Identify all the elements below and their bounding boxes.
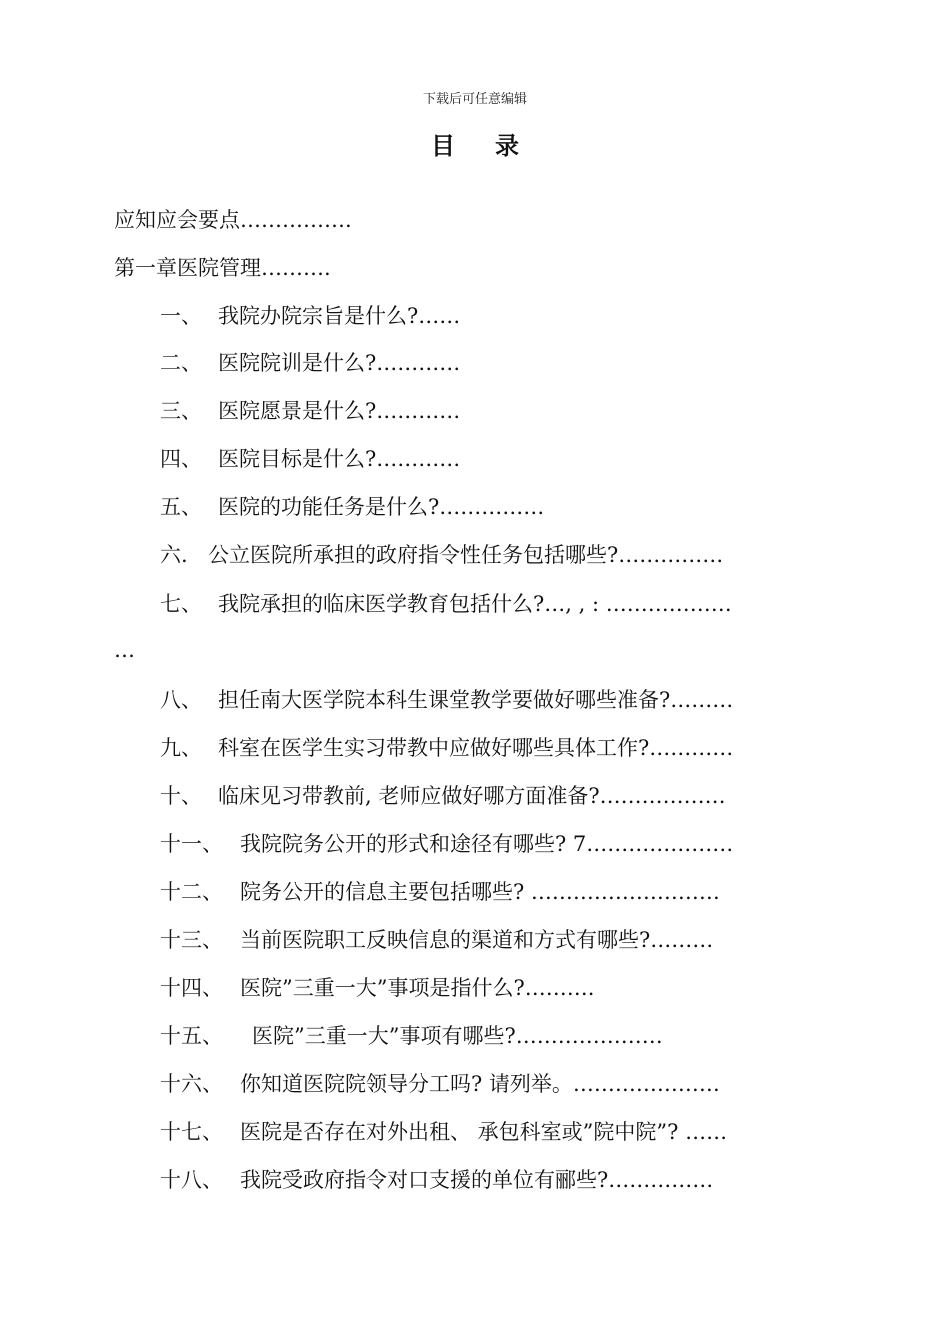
toc-entry-text: 我院受政府指令对口支援的单位有郦些?…………… (240, 1168, 714, 1192)
toc-entry-7-continuation (114, 636, 135, 664)
toc-entry-text: 公立医院所承担的政府指令性任务包括哪些?…………… (208, 543, 724, 567)
toc-entry-text: 院务公开的信息主要包括哪些? ……………………… (240, 880, 720, 904)
toc-entry-text: … (114, 638, 135, 662)
toc-entry-3[interactable] (160, 397, 460, 425)
toc-entry-text: 担任南大医学院本科生课堂教学要做好哪些准备?……… (218, 688, 734, 712)
toc-entry-5[interactable] (160, 493, 544, 521)
toc-entry-text: 应知应会要点……………. (114, 208, 352, 232)
toc-entry-number: 二、 (160, 351, 202, 375)
toc-entry-text: 我院院务公开的形式和途径有哪些? 7………………… (240, 832, 734, 856)
toc-entry-17[interactable] (160, 1118, 727, 1146)
toc-entry-16[interactable] (160, 1070, 720, 1098)
toc-entry-number: 八、 (160, 688, 202, 712)
toc-entry-number: 五、 (160, 495, 202, 519)
toc-entry-number: 七、 (160, 592, 202, 616)
toc-entry-2[interactable] (160, 349, 460, 377)
toc-entry-number: 十六、 (160, 1072, 223, 1096)
toc-entry-text: 医院”三重一大”事项有哪些?………………… (252, 1024, 663, 1048)
toc-entry-text: 你知道医院院领导分工吗? 请列举。………………… (240, 1072, 720, 1096)
toc-entry-14[interactable] (160, 974, 594, 1002)
toc-entry-number: 十一、 (160, 832, 223, 856)
toc-entry-number: 三、 (160, 399, 202, 423)
toc-entry-7[interactable] (160, 590, 732, 618)
toc-entry-chapter-1[interactable] (114, 254, 331, 282)
toc-entry-10[interactable] (160, 782, 726, 810)
toc-entry-number: 十二、 (160, 880, 223, 904)
toc-entry-text: 我院办院宗旨是什么?…… (218, 304, 461, 328)
toc-entry-number: 十、 (160, 784, 202, 808)
toc-entry-number: 九、 (160, 736, 202, 760)
toc-entry-18[interactable] (160, 1166, 713, 1194)
toc-entry-text: 医院的功能任务是什么?…………… (218, 495, 545, 519)
toc-entry-4[interactable] (160, 445, 460, 473)
toc-entry-number: 十三、 (160, 928, 223, 952)
toc-entry-9[interactable] (160, 734, 733, 762)
toc-entry-text: 第一章医院管理………. (114, 256, 331, 280)
toc-entry-text: 当前医院职工反映信息的渠道和方式有哪些?……… (240, 928, 714, 952)
page-title: 目录 (431, 131, 559, 160)
toc-entry-15[interactable] (160, 1022, 663, 1050)
toc-entry-number: 四、 (160, 447, 202, 471)
toc-entry-text: 临床见习带教前, 老师应做好哪方面准备?……………… (218, 784, 726, 808)
header-note: 下载后可任意编辑 (422, 92, 527, 107)
toc-entry-text: 医院目标是什么?………… (218, 447, 461, 471)
toc-entry-essentials[interactable] (114, 206, 352, 234)
toc-entry-number: 十七、 (160, 1120, 223, 1144)
toc-entry-text: 科室在医学生实习带教中应做好哪些具体工作?………… (218, 736, 734, 760)
toc-entry-8[interactable] (160, 686, 733, 714)
toc-entry-11[interactable] (160, 830, 733, 858)
toc-entry-number: 十五、 (160, 1024, 223, 1048)
toc-entry-text: 医院是否存在对外出租、 承包科室或”院中院”? …… (240, 1120, 728, 1144)
toc-entry-1[interactable] (160, 302, 460, 330)
toc-entry-text: 医院”三重一大”事项是指什么?………. (240, 976, 595, 1000)
toc-entry-text: 医院院训是什么?………… (218, 351, 461, 375)
toc-entry-number: 一、 (160, 304, 202, 328)
toc-entry-6[interactable] (160, 541, 723, 569)
toc-entry-number: 六. (160, 543, 188, 567)
toc-entry-text: 医院愿景是什么?………… (218, 399, 461, 423)
toc-entry-12[interactable] (160, 878, 720, 906)
toc-entry-number: 十四、 (160, 976, 223, 1000)
toc-entry-number: 十八、 (160, 1168, 223, 1192)
toc-entry-text: 我院承担的临床医学教育包括什么?…, , : ……………… (218, 592, 732, 616)
toc-entry-13[interactable] (160, 926, 713, 954)
